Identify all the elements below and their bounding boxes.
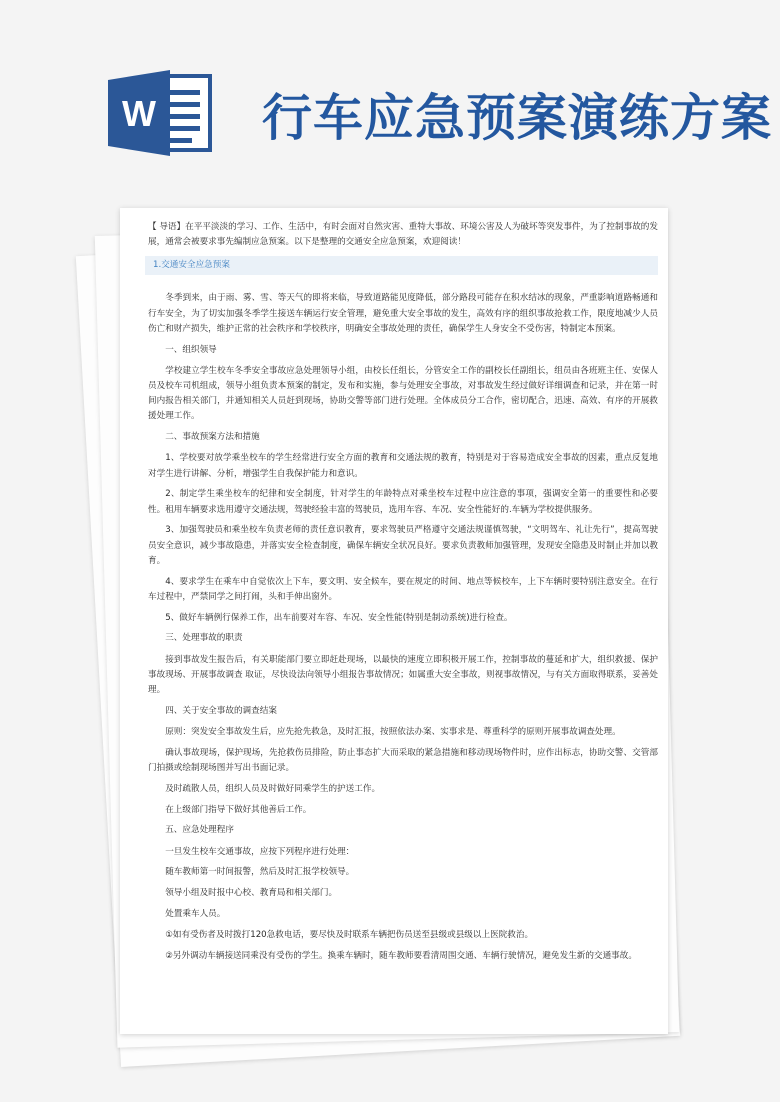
paragraph: 原则：突发安全事故发生后，应先抢先救急，及时汇报，按照依法办案、实事求是、尊重科学的原则开展事故调查处理。 — [165, 727, 621, 738]
section-heading: 二、事故预案方法和措施 — [165, 432, 260, 443]
section-heading: 一、组织领导 — [165, 344, 217, 355]
word-icon — [108, 70, 212, 156]
section-heading: 五、应急处理程序 — [165, 825, 234, 836]
paragraph: 一旦发生校车交通事故，应按下列程序进行处理： — [165, 846, 355, 857]
paragraph: ①如有受伤者及时拨打120急救电话，要尽快及时联系车辆把伤员送至县级或县级以上医院救治。 — [165, 929, 534, 940]
paragraph: 3、加强驾驶员和乘坐校车负责老师的责任意识教育，要求驾驶员严格遵守交通法规谨慎驾驶，“文明驾车、礼让先行”，提高驾驶员安全意识，减少事故隐患，并落实安全检查制度，确保车辆安全状况良好。要求负责教师加强管理，发现安全隐患及时制止并加以教育。 — [148, 525, 658, 566]
document-body — [120, 208, 668, 964]
svg-text:W: W — [122, 93, 156, 134]
paragraph: 学校建立学生校车冬季安全事故应急处理领导小组，由校长任组长，分管安全工作的副校长任副组长，组员由各班班主任、安保人员及校车司机组成，领导小组负责本预案的制定，发布和实施，参与处理安全事故，对事故发生经过做好详细调查和记录，并在第一时间内报告相关部门，并通知相关人员赶到现场，协助交警等部门进行处理。全体成员分工合作，密切配合，迅速、高效、有序的开展救援处理工作。 — [148, 365, 658, 422]
section-heading: 四、关于安全事故的调查结案 — [165, 705, 277, 716]
document-title: 行车应急预案演练方案 — [262, 88, 772, 147]
paragraph: 处置乘车人员。 — [165, 909, 226, 920]
paragraph: 确认事故现场，保护现场，先抢救伤员排险，防止事态扩大而采取的紧急措施和移动现场物件时，应作出标志，协助交警、交管部门拍摄或绘制现场图并写出书面记录。 — [148, 747, 658, 774]
document-page — [120, 208, 668, 1034]
paragraph: 接到事故发生报告后，有关职能部门要立即赶赴现场，以最快的速度立即积极开展工作，控制事故的蔓延和扩大，组织救援、保护事故现场、开展事故调查 取证，尽快设法向领导小组报告事故情况；如属重大安全事故，则视事故情况，与有关方面取得联系，妥善处理。 — [148, 654, 658, 696]
section-heading: 三、处理事故的职责 — [165, 633, 243, 644]
paragraph: 领导小组及时报中心校、教育局和相关部门。 — [165, 888, 338, 899]
header-banner — [0, 0, 780, 200]
paragraph: 随车教师第一时间报警，然后及时汇报学校领导。 — [165, 867, 355, 878]
section-title: 1.交通安全应急预案 — [145, 256, 658, 275]
paragraph: 4、要求学生在乘车中自觉依次上下车，要文明、安全候车，要在规定的时间、地点等候校车，上下车辆时要特别注意安全。在行车过程中，严禁同学之间打闹，头和手伸出窗外。 — [148, 576, 658, 602]
paragraph: 5、做好车辆例行保养工作，出车前要对车容、车况、安全性能(特别是制动系统)进行检查。 — [165, 612, 513, 623]
paragraph: 2、制定学生乘坐校车的纪律和安全制度，针对学生的年龄特点对乘坐校车过程中应注意的事项，强调安全第一的重要性和必要性。租用车辆要求选用遵守交通法规，驾驶经验丰富的驾驶员，选用车容、车况、安全性能好的.车辆为学校提供服务。 — [148, 489, 658, 515]
paragraph: 1、学校要对放学乘坐校车的学生经常进行安全方面的教育和交通法规的教育，特别是对于容易造成安全事故的因素，重点反复地对学生进行讲解、分析，增强学生自我保护能力和意识。 — [148, 453, 658, 479]
paragraph: 在上级部门指导下做好其他善后工作。 — [165, 804, 312, 815]
intro-paragraph: 【 导语】在平平淡淡的学习、工作、生活中，有时会面对自然灾害、重特大事故、环境公害及人为破坏等突发事件，为了控制事故的发展，通常会被要求事先编制应急预案。以下是整理的交通安全应急预案，欢迎阅读！ — [148, 222, 658, 248]
paragraph: 及时疏散人员，组织人员及时做好同乘学生的护送工作。 — [165, 783, 381, 794]
paragraph: 冬季到来，由于雨、雾、雪、等天气的即将来临，导致道路能见度降低，部分路段可能存在积水结冰的现象，严重影响道路畅通和行车安全，为了切实加强冬季学生接送车辆运行安全管理，避免重大安全事故的发生，高效有序的组织事故抢救工作，限度地减少人员伤亡和财产损失，维护正常的社会秩序和学校秩序，明确安全事故处理的责任，确保学生人身安全不受伤害，特制定本预案。 — [148, 293, 658, 334]
paragraph: ②另外调动车辆接送同乘没有受伤的学生。换乘车辆时，随车教师要看清周围交通、车辆行驶情况，避免发生新的交通事故。 — [165, 950, 637, 961]
